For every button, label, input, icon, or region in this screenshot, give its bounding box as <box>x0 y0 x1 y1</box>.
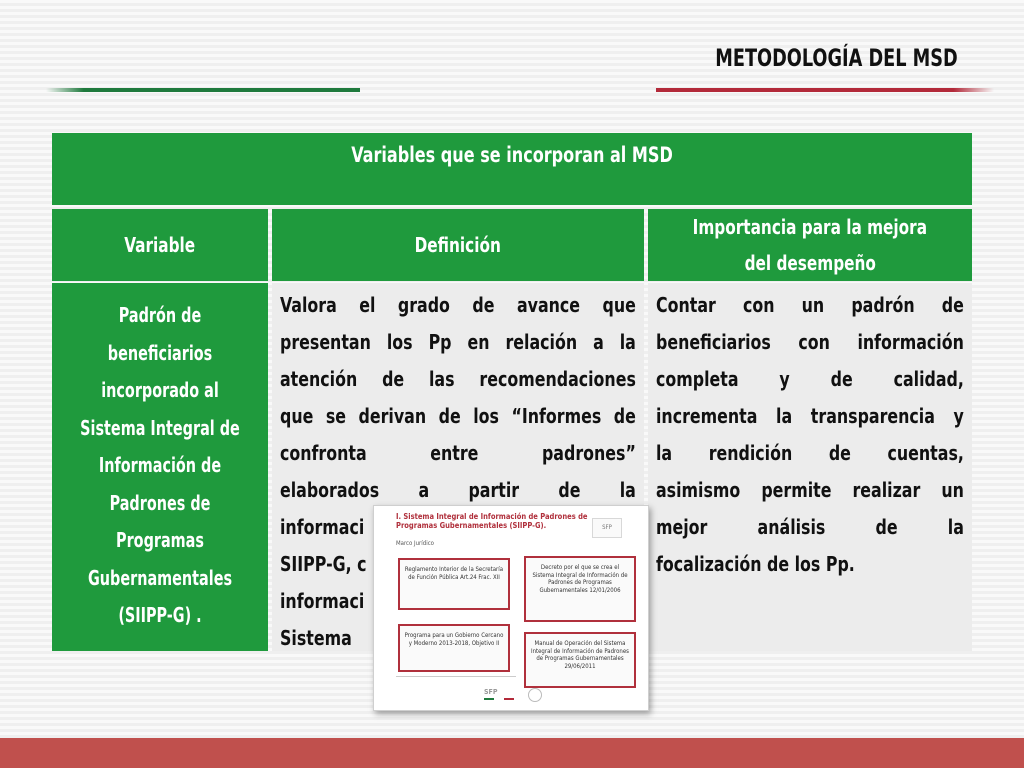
importancia-line: completa y de calidad, <box>656 367 964 391</box>
cell-importancia <box>648 283 972 651</box>
flag-stripes <box>484 698 514 700</box>
importancia-line: focalización de los Pp. <box>656 552 855 576</box>
sfp-logo: SFP <box>592 518 622 538</box>
definicion-line: informaci <box>280 515 365 539</box>
variable-line: Información de <box>98 453 222 477</box>
definicion-line: Valora el grado de avance que <box>280 293 636 317</box>
definicion-line: confronta entre padrones” <box>280 441 636 465</box>
inset-divider <box>396 676 516 677</box>
definicion-line: informaci <box>280 589 365 613</box>
column-header-importancia <box>648 209 972 281</box>
legal-box-programa: Programa para un Gobierno Cercano y Moderno 2013-2018, Objetivo II <box>398 624 510 672</box>
page-title: METODOLOGÍA DEL MSD <box>715 44 958 72</box>
importancia-line: Contar con un padrón de <box>656 293 964 317</box>
variable-line: Padrón de <box>118 303 202 327</box>
variable-line: Padrones de <box>109 490 211 515</box>
column-header-variable-label: Variable <box>124 233 196 257</box>
inset-footer-logo <box>484 688 550 702</box>
inset-footer-text: SFP <box>484 688 498 696</box>
siipp-g-inset-image <box>373 505 649 711</box>
legal-box-decreto: Decreto por el que se crea el Sistema Integral de Información de Padrones de Programas Gubernamentales 12/01/2006 <box>524 556 636 622</box>
definicion-line: Sistema <box>280 626 352 650</box>
column-header-importancia-line: Importancia para la mejora <box>692 215 928 239</box>
importancia-line-highlight: la rendición de cuentas, <box>656 441 964 465</box>
column-header-importancia-line: del desempeño <box>744 251 876 275</box>
definicion-line: elaborados a partir de la <box>280 478 636 502</box>
importancia-line: asimismo permite realizar un <box>656 478 964 502</box>
legal-box-reglamento: Reglamento Interior de la Secretaría de Función Pública Art.24 Frac. XII <box>398 558 510 610</box>
header-rule-red <box>656 88 994 92</box>
importancia-line: mejor análisis de la <box>656 515 964 539</box>
variable-line: Programas <box>116 528 204 552</box>
table-title: Variables que se incorporan al MSD <box>351 143 673 167</box>
variable-line: beneficiarios <box>107 340 213 365</box>
column-header-definicion <box>272 209 644 281</box>
table-title-cell <box>52 133 972 205</box>
inset-title: I. Sistema Integral de Información de Padrones de Programas Gubernamentales (SIIPP-G). <box>396 512 588 530</box>
definicion-line: SIIPP-G, c <box>280 552 367 576</box>
definicion-line: que se derivan de los “Informes de <box>280 404 636 428</box>
header-rule-green <box>46 88 360 92</box>
variable-line: Sistema Integral de <box>80 415 240 440</box>
importancia-line: beneficiarios con información <box>656 330 964 354</box>
definicion-line: atención de las recomendaciones <box>280 367 636 391</box>
importancia-line-highlight: incrementa la transparencia y <box>656 404 964 428</box>
legal-box-manual: Manual de Operación del Sistema Integral de Información de Padrones de Programas Gubernamentales 29/06/2011 <box>524 632 636 688</box>
cell-variable <box>52 283 268 651</box>
variable-line: (SIIPP-G) . <box>118 603 202 627</box>
column-header-definicion-label: Definición <box>414 233 502 257</box>
variable-line: Gubernamentales <box>87 565 233 590</box>
footer-bar <box>0 738 1024 768</box>
column-header-variable <box>52 209 268 281</box>
variable-line: incorporado al <box>101 378 219 402</box>
inset-subtitle: Marco Jurídico <box>396 540 434 547</box>
definicion-line: presentan los Pp en relación a la <box>280 330 636 354</box>
seal-icon <box>528 688 542 702</box>
